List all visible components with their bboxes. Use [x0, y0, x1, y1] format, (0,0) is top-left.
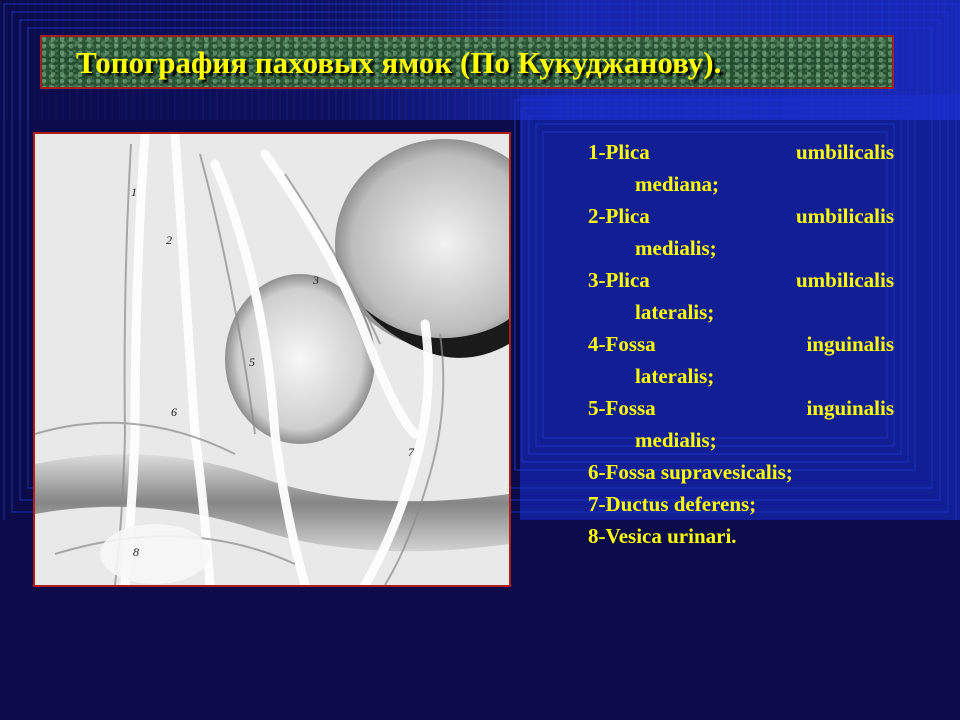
legend-number: 3-Plica	[588, 268, 650, 292]
figure-label-8: 8	[133, 545, 139, 559]
legend-list	[588, 136, 894, 552]
legend-number: 4-Fossa	[588, 332, 656, 356]
slide-title: Топография паховых ямок (По Кукуджанову).	[76, 45, 722, 80]
legend-item-5	[588, 392, 894, 456]
legend-item-7: 7-Ductus deferens;	[588, 492, 757, 516]
legend-term: umbilicalis	[795, 268, 894, 292]
legend-continuation: lateralis;	[635, 300, 715, 324]
legend-item-2	[588, 200, 894, 264]
legend-item-4	[588, 328, 894, 392]
legend-continuation: medialis;	[635, 428, 717, 452]
title-bar	[40, 35, 894, 89]
figure-label-5: 5	[249, 355, 255, 369]
legend-continuation: medialis;	[635, 236, 717, 260]
legend-number: 5-Fossa	[588, 396, 656, 420]
legend-term: inguinalis	[806, 332, 894, 356]
anatomy-figure	[33, 132, 511, 587]
legend-number: 2-Plica	[588, 204, 650, 228]
legend-item-6: 6-Fossa supravesicalis;	[588, 460, 793, 484]
figure-label-7: 7	[408, 445, 414, 459]
legend-continuation: lateralis;	[635, 364, 715, 388]
figure-label-2: 2	[166, 233, 172, 247]
legend-term: inguinalis	[806, 396, 894, 420]
legend-item-8: 8-Vesica urinari.	[588, 524, 737, 548]
legend-continuation: mediana;	[635, 172, 719, 196]
legend-item-3	[588, 264, 894, 328]
legend-item-1	[588, 136, 894, 200]
figure-label-1: 1	[131, 185, 137, 199]
legend-number: 1-Plica	[588, 140, 650, 164]
figure-label-6: 6	[171, 405, 177, 419]
legend-term: umbilicalis	[795, 140, 894, 164]
figure-label-3: 3	[313, 273, 319, 287]
anatomy-drawing	[35, 134, 509, 585]
legend-term: umbilicalis	[795, 204, 894, 228]
